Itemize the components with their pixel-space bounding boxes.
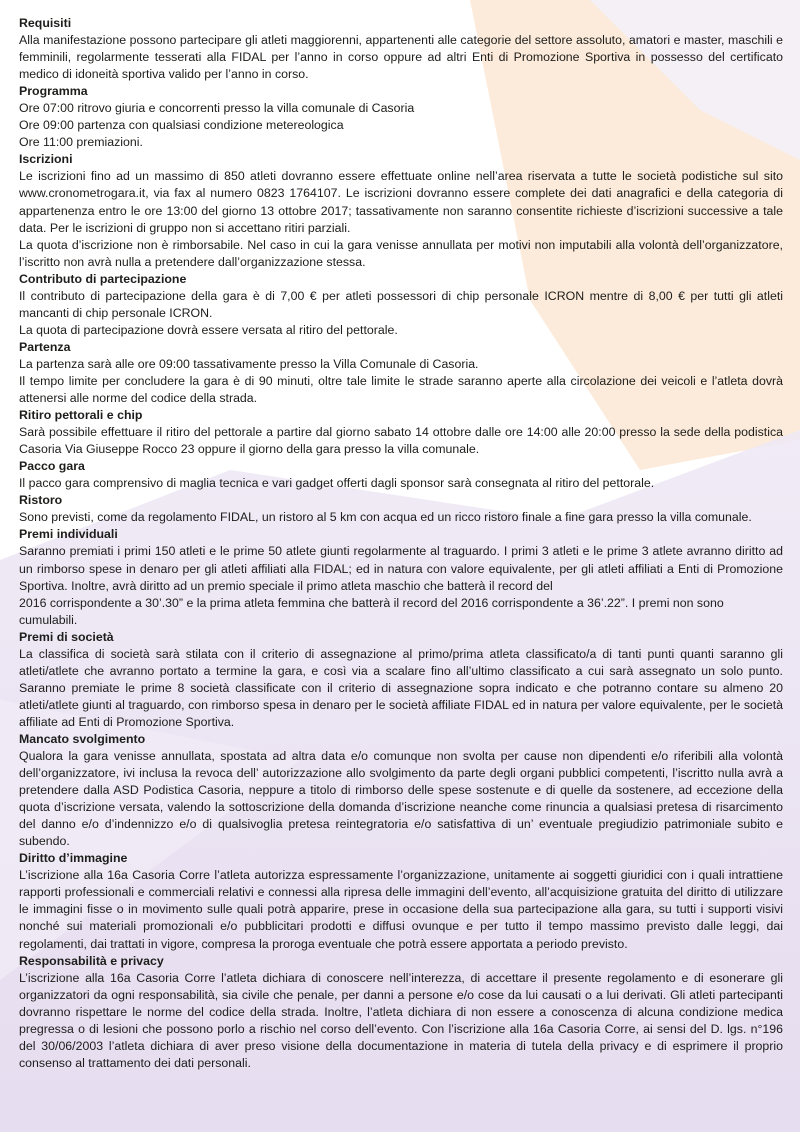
section-paragraph: Ore 07:00 ritrovo giuria e concorrenti presso la villa comunale di Casoria xyxy=(19,101,415,116)
section-heading: Diritto d’immagine xyxy=(19,851,128,866)
section-paragraph: Qualora la gara venisse annullata, spostata ad altra data e/o comunque non svolta per cause non dipendenti e/o riferibili alla volontà dell’organizzatore, ivi inclusa la revoca dell’ autorizzazione allo svolgimento da parte degli organi pubblici competenti, l’iscritto nulla avrà a pretendere dalla ASD Podistica Casoria, neppure a titolo di rimborso delle spese sostenute e di quelle da sostenere, ad eccezione della quota d’iscrizione versata, valendo la sottoscrizione della domanda d’iscrizione neanche come rinuncia a qualsiasi pretesa di risarcimento del danno e/o d’indennizzo e/o di qualsivoglia pretesa reintegratoria e/o satisfattiva di un’ eventuale pregiudizio patrimoniale subito e subendo. xyxy=(19,749,783,849)
section-heading: Mancato svolgimento xyxy=(19,731,146,746)
section-paragraph: Le iscrizioni fino ad un massimo di 850 atleti dovranno essere effettuate online nell’area riservata a tutte le società podistiche sul sito www.cronometrogara.it, via fax al numero 0823 1764107. Le iscrizioni dovranno essere complete dei dati anagrafici e della categoria di appartenenza entro le ore 13:00 del giorno 13 ottobre 2017; tassativamente non saranno consentite richieste d’iscrizioni successive a tale data. Per le iscrizioni di gruppo non si accettano ritiri parziali. xyxy=(19,169,783,235)
section-paragraph: La quota di partecipazione dovrà essere versata al ritiro del pettorale. xyxy=(19,322,398,337)
section-paragraph: L’iscrizione alla 16a Casoria Corre l’atleta dichiara di conoscere nell’interezza, di accettare il presente regolamento e di esonerare gli organizzatori da ogni responsabilità, sia civile che penale, per danni a persone e/o cose da lui causati o a lui derivati. Gli atleti partecipanti dovranno rispettare le norme del codice della strada. Inoltre, l’atleta dichiara di non essere a conoscenza di alcuna condizione medica pregressa o di lesioni che possono porlo a rischio nel corso dell’evento. Con l’iscrizione alla 16a Casoria Corre, ai sensi del D. lgs. n°196 del 30/06/2003 l’atleta dichiara di aver preso visione della documentazione in materia di tutela della privacy e di esprimere il proprio consenso al trattamento dei dati personali. xyxy=(19,970,783,1070)
section-heading: Pacco gara xyxy=(19,459,85,474)
section-paragraph: La partenza sarà alle ore 09:00 tassativamente presso la Villa Comunale di Casoria. xyxy=(19,356,479,371)
regulation-document xyxy=(19,15,783,1072)
section-paragraph: La classifica di società sarà stilata con il criterio di assegnazione al primo/prima atleta classificato/a di tanti punti quanti saranno gli atleti/atlete che avranno portato a termine la gara, e così via a scalare fino all’ultimo classificato a cui sarà assegnato un solo punto. Saranno premiate le prime 8 società classificate con il criterio di assegnazione sopra indicato e che potranno contare su almeno 20 atleti/atlete giunti al traguardo, con rimborso spesa in denaro per le società affiliate FIDAL ed in natura per valore equivalente, per le società affiliate ad Enti di Promozione Sportiva. xyxy=(19,646,783,729)
section-heading: Partenza xyxy=(19,339,71,354)
section-heading: Contributo di partecipazione xyxy=(19,271,187,286)
section-heading: Iscrizioni xyxy=(19,152,73,167)
section-paragraph: La quota d’iscrizione non è rimborsabile. Nel caso in cui la gara venisse annullata per motivi non imputabili alla volontà dell’organizzatore, l’iscritto non avrà nulla a pretendere dall’organizzazione stessa. xyxy=(19,237,783,269)
section-paragraph: Il pacco gara comprensivo di maglia tecnica e vari gadget offerti dagli sponsor sarà consegnata al ritiro del pettorale. xyxy=(19,476,655,491)
section-heading: Ristoro xyxy=(19,493,63,508)
section-paragraph: Saranno premiati i primi 150 atleti e le prime 50 atlete giunti regolarmente al traguardo. I primi 3 atleti e le prime 3 atlete avranno diritto ad un rimborso spese in denaro per gli atleti affiliati alla FIDAL; ed in natura con valore equivalente, per gli atleti affiliati a Enti di Promozione Sportiva. Inoltre, avrà diritto ad un premio speciale il primo atleta maschio che batterà il record del xyxy=(19,544,783,593)
section-paragraph: Il contributo di partecipazione della gara è di 7,00 € per atleti possessori di chip personale ICRON mentre di 8,00 € per tutti gli atleti mancanti di chip personale ICRON. xyxy=(19,288,783,320)
section-paragraph: Il tempo limite per concludere la gara è di 90 minuti, oltre tale limite le strade saranno aperte alla circolazione dei veicoli e l’atleta dovrà attenersi alle norme del codice della strada. xyxy=(19,373,783,406)
section-paragraph: Sono previsti, come da regolamento FIDAL, un ristoro al 5 km con acqua ed un ricco ristoro finale a fine gara presso la villa comunale. xyxy=(19,510,752,525)
section-heading: Ritiro pettorali e chip xyxy=(19,408,143,423)
section-heading: Premi di società xyxy=(19,629,114,644)
section-paragraph: L’iscrizione alla 16a Casoria Corre l’atleta autorizza espressamente l’organizzazione, unitamente ai soggetti giuridici con i quali intrattiene rapporti professionali e commerciali relativi e connessi alla ripresa delle immagini dell’evento, all’acquisizione gratuita del diritto di utilizzare le immagini fisse o in movimento sulle quali potrà apparire, prese in occasione della sua partecipazione alla gara, su tutti i supporti visivi nonché sui materiali promozionali e/o pubblicitari prodotti e diffusi ovunque e per tutto il tempo massimo previsto dalle leggi, dai regolamenti, dai trattati in vigore, compresa la proroga eventuale che potrà essere apportata a periodo previsto. xyxy=(19,868,783,951)
section-paragraph: Ore 09:00 partenza con qualsiasi condizione metereologica xyxy=(19,118,344,133)
section-heading: Programma xyxy=(19,84,88,99)
section-heading: Responsabilità e privacy xyxy=(19,953,164,968)
section-paragraph: Ore 11:00 premiazioni. xyxy=(19,135,143,150)
section-paragraph: Sarà possibile effettuare il ritiro del pettorale a partire dal giorno sabato 14 ottobre dalle ore 14:00 alle 20:00 presso la sede della podistica Casoria Via Giuseppe Rocco 23 oppure il giorno della gara presso la villa comunale. xyxy=(19,425,783,457)
section-paragraph: Alla manifestazione possono partecipare gli atleti maggiorenni, appartenenti alle categorie del settore assoluto, amatori e master, maschili e femminili, regolarmente tesserati alla FIDAL per l’anno in corso oppure ad altri Enti di Promozione Sportiva in possesso del certificato medico di idoneità sportiva valido per l’anno in corso. xyxy=(19,33,783,82)
section-paragraph: 2016 corrispondente a 30’.30” e la prima atleta femmina che batterà il record del 2016 corrispondente a 36’.22”. I premi non sono cumulabili. xyxy=(19,595,724,627)
section-heading: Premi individuali xyxy=(19,527,118,542)
section-heading: Requisiti xyxy=(19,16,72,30)
